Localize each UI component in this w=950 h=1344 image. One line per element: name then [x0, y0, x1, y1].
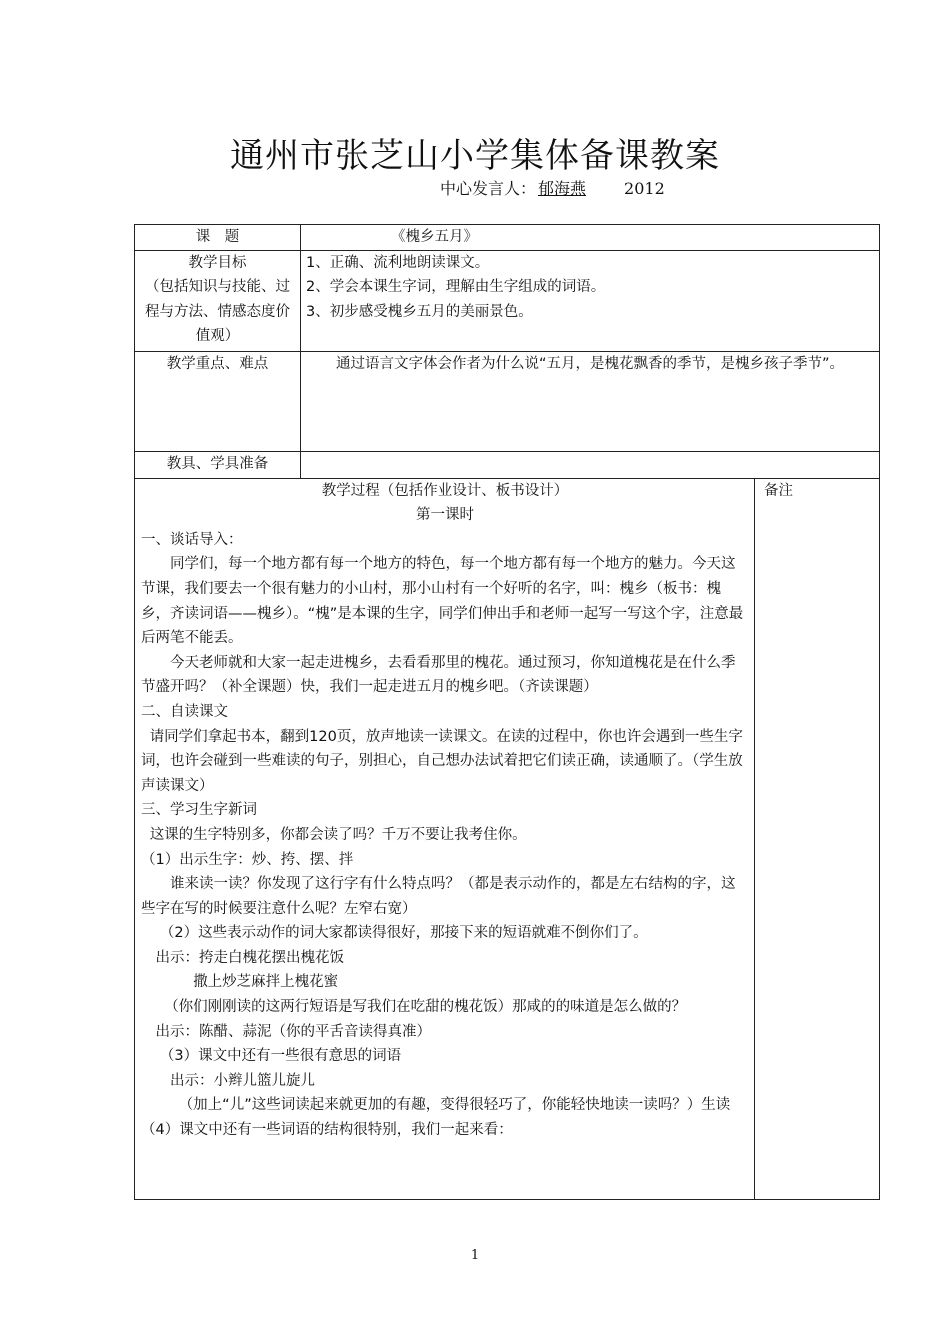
speaker-name: 郁海燕 — [538, 179, 587, 198]
process-heading: 教学过程（包括作业设计、板书设计） — [321, 482, 569, 499]
section-heading: 三、学习生字新词 — [141, 802, 257, 819]
notes-column — [755, 478, 880, 1199]
tools-row — [135, 451, 880, 478]
year: 2012 — [624, 179, 665, 198]
speaker-line — [440, 176, 665, 199]
paragraph: 今天老师就和大家一起走进槐乡，去看看那里的槐花。通过预习，你知道槐花是在什么季节盛开吗？（补全课题）快，我们一起走进五月的槐乡吧。（齐读课题） — [141, 654, 736, 696]
paragraph: （1）出示生字：炒、挎、摆、拌 — [141, 851, 354, 868]
paragraph: （你们刚刚读的这两行短语是写我们在吃甜的槐花饭）那咸的的味道是怎么做的？ — [164, 999, 687, 1016]
goals-value — [301, 250, 880, 351]
tools-label: 教具、学具准备 — [135, 451, 301, 478]
topic-row — [135, 225, 880, 251]
goal-item: 3、初步感受槐乡五月的美丽景色。 — [306, 303, 533, 320]
process-content — [135, 478, 755, 1199]
page-number: 1 — [470, 1248, 480, 1263]
key-row — [135, 351, 880, 451]
tools-value — [301, 451, 880, 478]
section-heading: 一、谈话导入： — [141, 531, 243, 548]
paragraph: （3）课文中还有一些很有意思的词语 — [159, 1048, 402, 1065]
section-heading: 二、自读课文 — [141, 703, 228, 720]
goals-label-line1: 教学目标 — [188, 254, 247, 271]
notes-heading: 备注 — [764, 482, 793, 499]
paragraph: 撒上炒芝麻拌上槐花蜜 — [193, 974, 339, 991]
paragraph: 这课的生字特别多，你都会读了吗？千万不要让我考住你。 — [149, 826, 527, 843]
topic-text: 《槐乡五月》 — [391, 229, 478, 245]
paragraph: （加上“儿”这些词读起来就更加的有趣，变得很轻巧了，你能轻快地读一读吗？）生读 — [178, 1097, 731, 1114]
topic-label: 课 题 — [135, 225, 301, 251]
process-row — [135, 478, 880, 1199]
goals-label-line2: （包括知识与技能、过程与方法、情感态度价值观） — [145, 279, 290, 345]
topic-value — [301, 225, 880, 251]
paragraph: 出示：挎走白槐花摆出槐花饭 — [155, 949, 344, 966]
paragraph: （4）课文中还有一些词语的结构很特别，我们一起来看： — [141, 1122, 513, 1139]
speaker-label: 中心发言人： — [440, 179, 537, 198]
lesson-title: 第一课时 — [416, 507, 474, 524]
paragraph: 谁来读一读？你发现了这行字有什么特点吗？（都是表示动作的，都是左右结构的字，这些字在写的时候要注意什么呢？左窄右宽） — [141, 876, 736, 917]
paragraph: 请同学们拿起书本，翻到120页，放声地读一读课文。在读的过程中，你也许会遇到一些生字词，也许会碰到一些难读的句子，别担心，自己想办法试着把它们读正确，读通顺了。（学生放声读课文） — [141, 728, 743, 794]
key-value: 通过语言文字体会作者为什么说“五月，是槐花飘香的季节，是槐乡孩子季节”。 — [301, 351, 880, 451]
paragraph: 出示：陈醋、蒜泥（你的平舌音读得真准） — [155, 1023, 431, 1040]
page-title: 通州市张芝山小学集体备课教案 — [230, 136, 720, 176]
goals-label — [135, 250, 301, 351]
paragraph: （2）这些表示动作的词大家都读得很好，那接下来的短语就难不倒你们了。 — [159, 925, 648, 942]
goal-item: 2、学会本课生字词，理解由生字组成的词语。 — [306, 279, 606, 296]
goals-row — [135, 250, 880, 351]
key-label: 教学重点、难点 — [135, 351, 301, 451]
goal-item: 1、正确、流利地朗读课文。 — [306, 254, 490, 271]
lesson-plan-table — [134, 224, 880, 1200]
paragraph: 同学们，每一个地方都有每一个地方的特色，每一个地方都有每一个地方的魅力。今天这节课，我们要去一个很有魅力的小山村，那小山村有一个好听的名字，叫：槐乡（板书：槐乡，齐读词语——槐乡）。“槐”是本课的生字，同学们伸出手和老师一起写一写这个字，注意最后两笔不能丢。 — [141, 556, 744, 647]
paragraph: 出示：小辫儿篮儿旋儿 — [170, 1072, 315, 1089]
